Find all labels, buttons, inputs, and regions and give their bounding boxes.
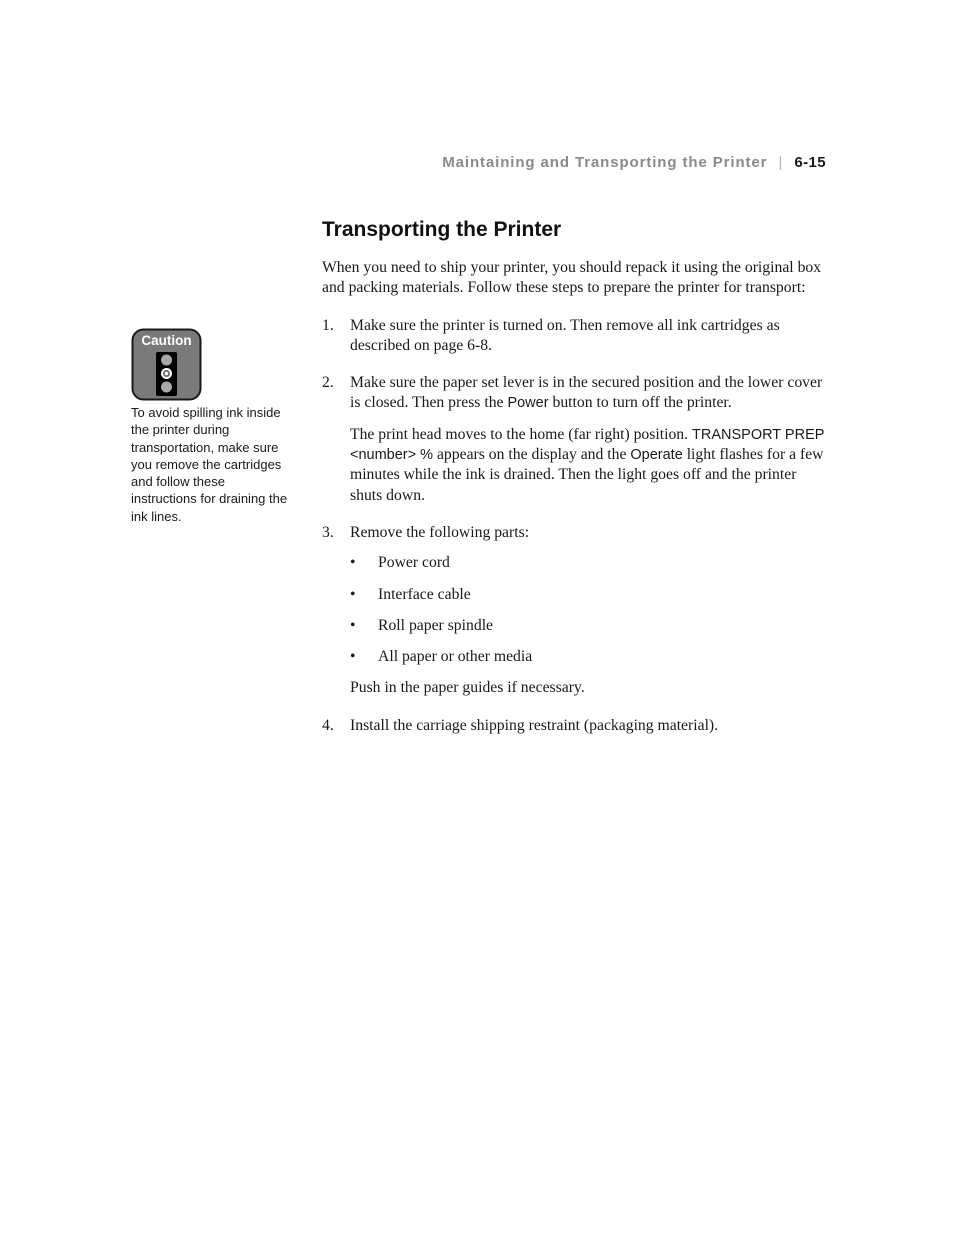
step-text-part: light flashes for a few minutes while the ink is drained. Then the light goes off and the printer shuts down. <box>350 446 824 504</box>
operate-light-name: Operate <box>630 447 683 464</box>
part-name: All paper or other media <box>378 648 533 666</box>
step-1 <box>322 316 827 357</box>
parts-list <box>350 553 827 667</box>
step-3 <box>322 523 827 699</box>
list-item <box>350 585 827 605</box>
running-header <box>442 154 826 171</box>
part-name: Interface cable <box>378 585 471 603</box>
caution-label: Caution <box>141 333 192 348</box>
caution-note: To avoid spilling ink inside the printer during transportation, make sure you remove the cartridges and follow these instructions for draining the ink lines. <box>131 405 288 524</box>
intro-paragraph: When you need to ship your printer, you should repack it using the original box and packing materials. Follow these steps to prepare the printer for transport: <box>322 259 822 297</box>
step-detail <box>350 425 827 506</box>
step-4 <box>322 716 827 736</box>
step-text-part: Make sure the paper set lever is in the secured position and the lower cover is closed. Then press the <box>350 374 823 412</box>
step-text <box>350 373 827 414</box>
step-2 <box>322 373 827 506</box>
display-message: TRANSPORT PREP <number> % <box>350 426 825 464</box>
part-name: Roll paper spindle <box>378 616 494 634</box>
section-title: Transporting the Printer <box>322 218 562 241</box>
power-button-name: Power <box>507 395 549 412</box>
step-text: Install the carriage shipping restraint (packaging material). <box>350 716 719 734</box>
page-number: 6-15 <box>794 154 826 171</box>
bullet: • <box>350 648 356 666</box>
list-item <box>350 647 827 667</box>
bullet: • <box>350 585 356 603</box>
step-text-part: appears on the display and the <box>433 446 631 464</box>
chapter-title: Maintaining and Transporting the Printer <box>442 154 768 171</box>
bullet: • <box>350 554 356 572</box>
header-separator: | <box>778 154 784 171</box>
list-item <box>350 616 827 636</box>
main-content <box>322 258 827 753</box>
step-note: Push in the paper guides if necessary. <box>350 679 585 697</box>
step-number: 1. <box>322 316 334 334</box>
step-number: 4. <box>322 716 334 734</box>
step-number: 2. <box>322 374 334 392</box>
list-item <box>350 553 827 573</box>
step-text: Remove the following parts: <box>350 523 530 541</box>
part-name: Power cord <box>378 554 450 572</box>
step-text: Make sure the printer is turned on. Then remove all ink cartridges as described on page 6-8. <box>350 316 780 354</box>
step-text-part: The print head moves to the home (far right) position. <box>350 425 692 443</box>
bullet: • <box>350 616 356 634</box>
step-text-part: button to turn off the printer. <box>548 394 732 412</box>
step-number: 3. <box>322 523 334 541</box>
